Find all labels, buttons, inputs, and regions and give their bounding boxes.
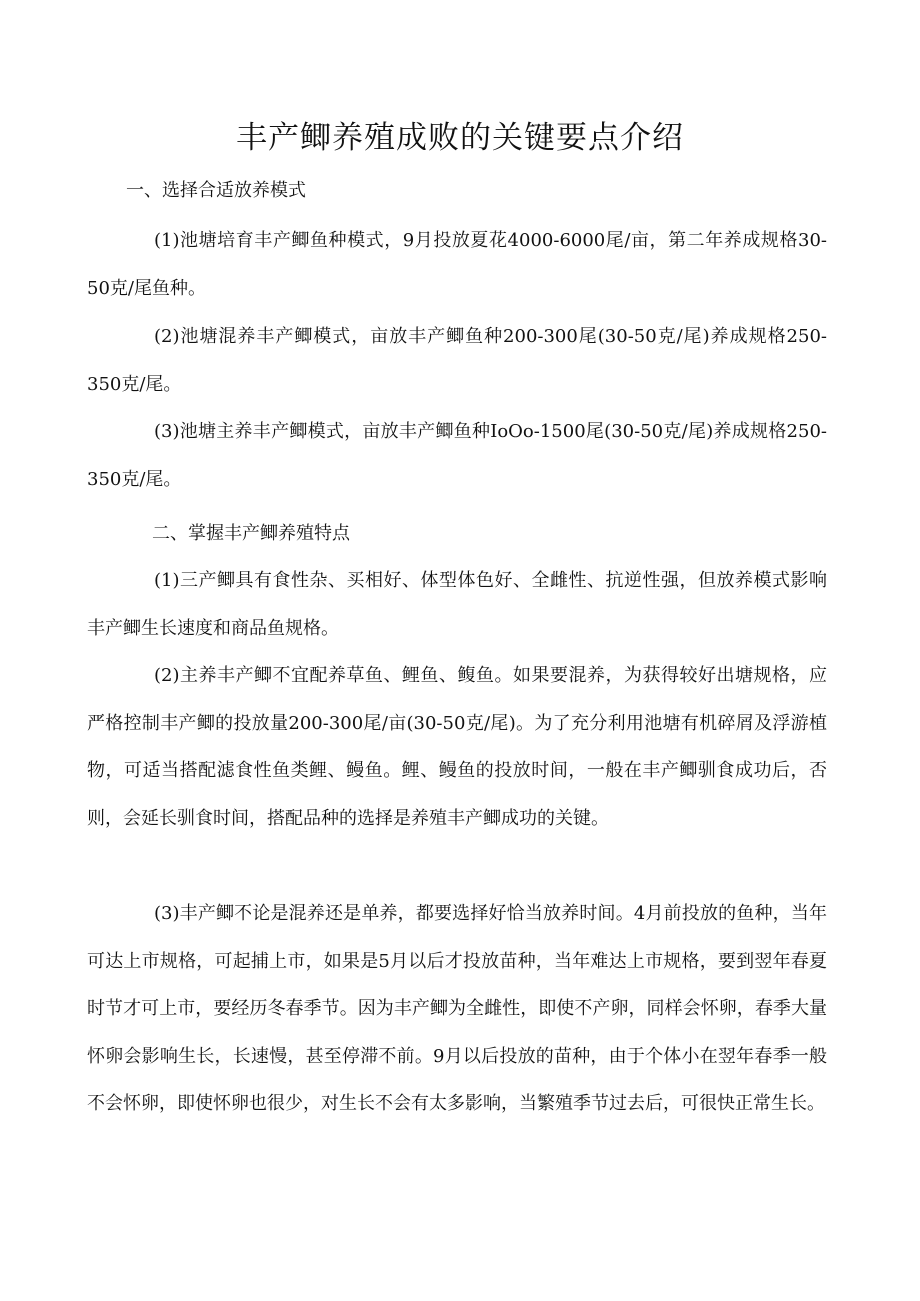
document-title: 丰产鲫养殖成败的关键要点介绍 [236, 120, 684, 156]
paragraph: (2)主养丰产鲫不宜配养草鱼、鲤鱼、鳆鱼。如果要混养，为获得较好出塘规格，应严格控制丰产鲫的投放量200-300尾/亩(30-50克/尾)。为了充分利用池塘有机碎屑及浮游植物，可适当搭配滤食性鱼类鲤、鳗鱼。鲤、鳗鱼的投放时间，一般在丰产鲫驯食成功后，否则，会延长驯食时间，搭配品种的选择是养殖丰产鲫成功的关键。 [87, 665, 827, 829]
section-heading-1: 一、选择合适放养模式 [126, 180, 306, 201]
paragraph: (3)池塘主养丰产鲫模式，亩放丰产鲫鱼种IoOo-1500尾(30-50克/尾)养成规格250-350克/尾。 [87, 421, 827, 490]
paragraph: (1)三产鲫具有食性杂、买相好、体型体色好、全雌性、抗逆性强，但放养模式影响丰产鲫生长速度和商品鱼规格。 [87, 570, 827, 639]
paragraph: (1)池塘培育丰产鲫鱼种模式，9月投放夏花4000-6000尾/亩，第二年养成规格30-50克/尾鱼种。 [87, 230, 827, 299]
paragraph: (2)池塘混养丰产鲫模式，亩放丰产鲫鱼种200-300尾(30-50克/尾)养成规格250-350克/尾。 [87, 326, 827, 395]
paragraph: (3)丰产鲫不论是混养还是单养，都要选择好恰当放养时间。4月前投放的鱼种，当年可达上市规格，可起捕上市，如果是5月以后才投放苗种，当年难达上市规格，要到翌年春夏时节才可上市，要经历冬春季节。因为丰产鲫为全雌性，即使不产卵，同样会怀卵，春季大量怀卵会影响生长，长速慢，甚至停滞不前。9月以后投放的苗种，由于个体小在翌年春季一般不会怀卵，即使怀卵也很少，对生长不会有太多影响，当繁殖季节过去后，可很快正常生长。 [87, 903, 827, 1114]
section-heading-2: 二、掌握丰产鲫养殖特点 [152, 523, 350, 544]
